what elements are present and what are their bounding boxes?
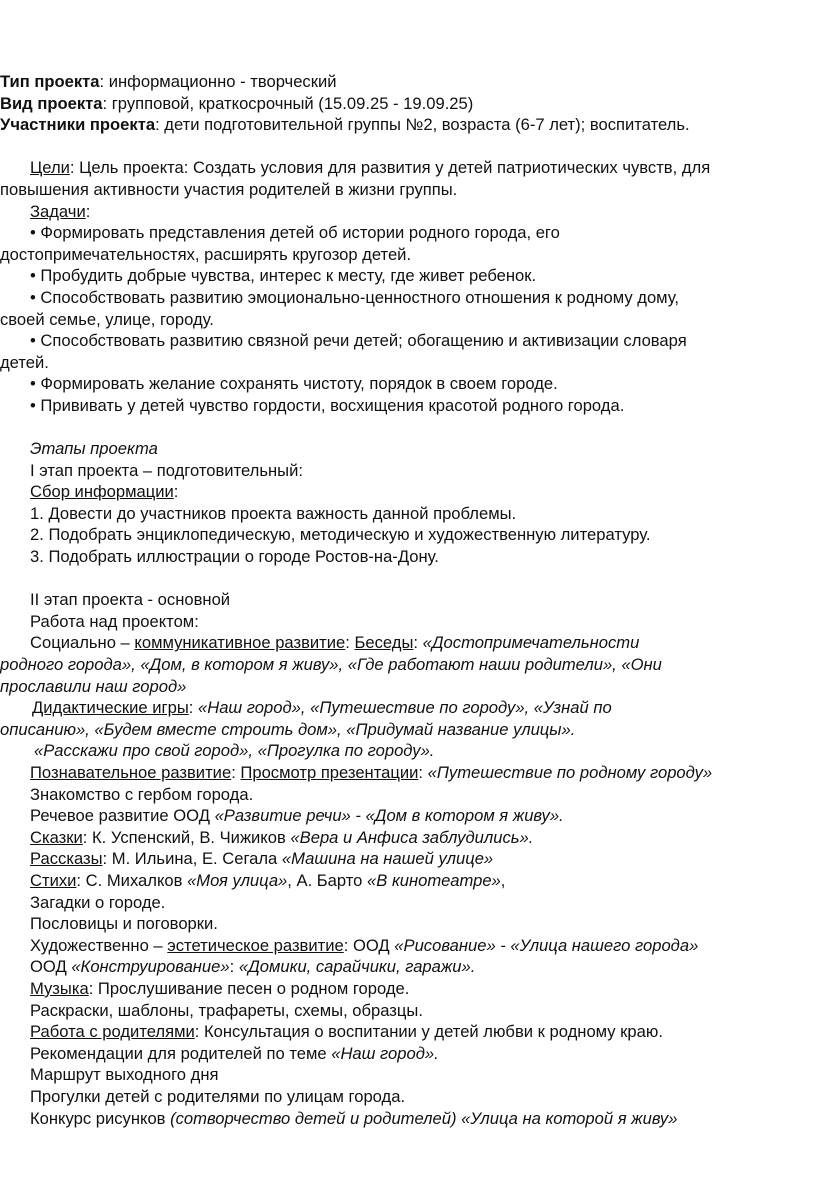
artistic-link: эстетическое развитие: [167, 935, 344, 955]
cognitive-label: Познавательное развитие: [30, 763, 232, 782]
presentation-colon: :: [418, 763, 428, 782]
task-line: • Способствовать развитию связной речи детей; обогащению и активизации словаря: [30, 331, 687, 351]
social-link: коммуникативное развитие: [134, 633, 346, 653]
contest-line: [0, 1108, 816, 1130]
social-colon: :: [345, 633, 355, 653]
tales-title: «Вера и Анфиса заблудились».: [290, 827, 534, 847]
music-text: : Прослушивание песен о родном городе.: [88, 978, 410, 998]
construct-line: [0, 956, 816, 978]
construct-title-1: «Конструирование»: [71, 957, 230, 977]
stories-text: : М. Ильина, Е. Сегала: [102, 849, 282, 869]
speech-line: [0, 805, 816, 827]
goals-line-2: повышения активности участия родителей в жизни группы.: [0, 179, 458, 199]
didactic-text-1: «Наш город», «Путешествие по городу», «Узнай по: [197, 698, 612, 718]
stage-1-item: 2. Подобрать энциклопедическую, методическую и художественную литературу.: [30, 525, 651, 545]
recommend-text: Рекомендации для родителей по теме: [30, 1043, 332, 1063]
collect-info-line: [0, 481, 816, 503]
speech-title: «Развитие речи» - «Дом в котором я живу».: [214, 806, 564, 826]
tales-line: [0, 827, 816, 849]
project-kind-line: [0, 93, 816, 115]
project-type-line: [0, 71, 816, 93]
collect-info-colon: :: [173, 482, 179, 502]
didactic-text-3: «Расскажи про свой город», «Прогулка по городу».: [34, 741, 435, 761]
task-line: • Формировать желание сохранять чистоту, порядок в своем городе.: [30, 374, 558, 394]
construct-prefix: ООД: [30, 957, 72, 977]
project-participants-value: : дети подготовительной группы №2, возраста (6-7 лет); воспитатель.: [155, 115, 690, 135]
task-line: • Способствовать развитию эмоционально-ценностного отношения к родному дому,: [30, 287, 680, 307]
project-participants-label: Участники проекта: [0, 115, 156, 135]
poems-label: Стихи: [30, 870, 77, 890]
contest-text: Конкурс рисунков: [30, 1108, 171, 1128]
social-line: [0, 632, 816, 654]
spacer: [0, 136, 816, 158]
stage-1-item: 3. Подобрать иллюстрации о городе Ростов-на-Дону.: [30, 547, 439, 567]
project-kind-label: Вид проекта: [0, 93, 103, 113]
artistic-line: [0, 935, 816, 957]
didactic-label: Дидактические игры: [32, 698, 189, 718]
tales-text: : К. Успенский, В. Чижиков: [82, 827, 291, 847]
project-type-value: : информационно - творческий: [99, 72, 337, 91]
stage-2-title: II этап проекта - основной: [30, 590, 231, 610]
walks-line: Прогулки детей с родителями по улицам города.: [30, 1086, 406, 1106]
construct-sep: :: [229, 957, 239, 977]
spacer: [0, 417, 816, 439]
coloring-line: Раскраски, шаблоны, трафареты, схемы, образцы.: [30, 1000, 423, 1020]
task-line: достопримечательностях, расширять кругозор детей.: [0, 244, 412, 264]
parents-label: Работа с родителями: [30, 1022, 195, 1042]
task-line: • Пробудить добрые чувства, интерес к месту, где живет ребенок.: [30, 266, 537, 286]
artistic-prefix: Художественно –: [30, 935, 168, 955]
tasks-colon: :: [85, 201, 91, 221]
didactic-line: [0, 697, 816, 719]
work-title: Работа над проектом:: [30, 611, 199, 631]
talks-text-1: «Достопримечательности: [422, 633, 640, 653]
goals-line: [0, 157, 816, 179]
project-type-label: Тип проекта: [0, 72, 100, 91]
parents-text: : Консультация о воспитании у детей любви к родному краю.: [194, 1022, 663, 1042]
parents-line: [0, 1021, 816, 1043]
artistic-title: «Рисование» - «Улица нашего города»: [394, 935, 699, 955]
didactic-text-2: описанию», «Будем вместе строить дом», «Придумай название улицы».: [0, 719, 576, 739]
collect-info-label: Сбор информации: [30, 482, 174, 502]
talks-text-2: родного города», «Дом, в котором я живу», «Где работают наши родители», «Они: [0, 655, 662, 675]
talks-colon: :: [413, 633, 423, 653]
proverbs-line: Пословицы и поговорки.: [30, 914, 218, 934]
task-line: • Прививать у детей чувство гордости, восхищения красотой родного города.: [30, 395, 625, 415]
goals-label: Цели: [30, 158, 70, 178]
stage-1-title: I этап проекта – подготовительный:: [30, 460, 303, 480]
didactic-colon: :: [188, 698, 198, 718]
task-line: • Формировать представления детей об истории родного города, его: [30, 223, 560, 243]
stage-1-item: 1. Довести до участников проекта важность данной проблемы.: [30, 503, 517, 523]
cognitive-colon: :: [231, 763, 241, 782]
poems-line: [0, 870, 816, 892]
tales-label: Сказки: [30, 827, 83, 847]
cognitive-line: [0, 762, 816, 784]
talks-text-3: прославили наш город»: [0, 676, 187, 696]
talks-label: Беседы: [354, 633, 414, 653]
stories-title: «Машина на нашей улице»: [281, 849, 494, 869]
stories-line: [0, 848, 816, 870]
stages-title: Этапы проекта: [30, 439, 158, 459]
poems-title-1: «Моя улица»: [187, 870, 288, 890]
recommend-title: «Наш город».: [331, 1043, 439, 1063]
poems-text-2: , А. Барто: [287, 870, 368, 890]
emblem-line: Знакомство с гербом города.: [30, 784, 254, 804]
spacer: [0, 568, 816, 590]
goals-text-1: : Цель проекта: Создать условия для развития у детей патриотических чувств, для: [69, 158, 711, 178]
music-line: [0, 978, 816, 1000]
tasks-heading: [0, 201, 816, 223]
task-line: своей семье, улице, городу.: [0, 309, 214, 329]
riddles-line: Загадки о городе.: [30, 892, 166, 912]
document-page: [0, 71, 816, 1129]
presentation-label: Просмотр презентации: [240, 763, 419, 782]
poems-end: ,: [500, 870, 506, 890]
social-prefix: Социально –: [30, 633, 135, 653]
artistic-text: : ООД: [343, 935, 395, 955]
contest-title: (сотворчество детей и родителей) «Улица на которой я живу»: [170, 1108, 678, 1128]
poems-title-2: «В кинотеатре»: [367, 870, 501, 890]
stories-label: Рассказы: [30, 849, 103, 869]
tasks-label: Задачи: [30, 201, 86, 221]
construct-title-2: «Домики, сарайчики, гаражи».: [238, 957, 476, 977]
recommend-line: [0, 1043, 816, 1065]
route-line: Маршрут выходного дня: [30, 1065, 219, 1085]
task-line: детей.: [0, 352, 49, 372]
speech-prefix: Речевое развитие ООД: [30, 806, 215, 826]
poems-text-1: : С. Михалков: [76, 870, 188, 890]
project-participants-line: [0, 114, 816, 136]
project-kind-value: : групповой, краткосрочный (15.09.25 - 19.09.25): [102, 93, 474, 113]
presentation-title: «Путешествие по родному городу»: [427, 763, 713, 782]
music-label: Музыка: [30, 978, 89, 998]
